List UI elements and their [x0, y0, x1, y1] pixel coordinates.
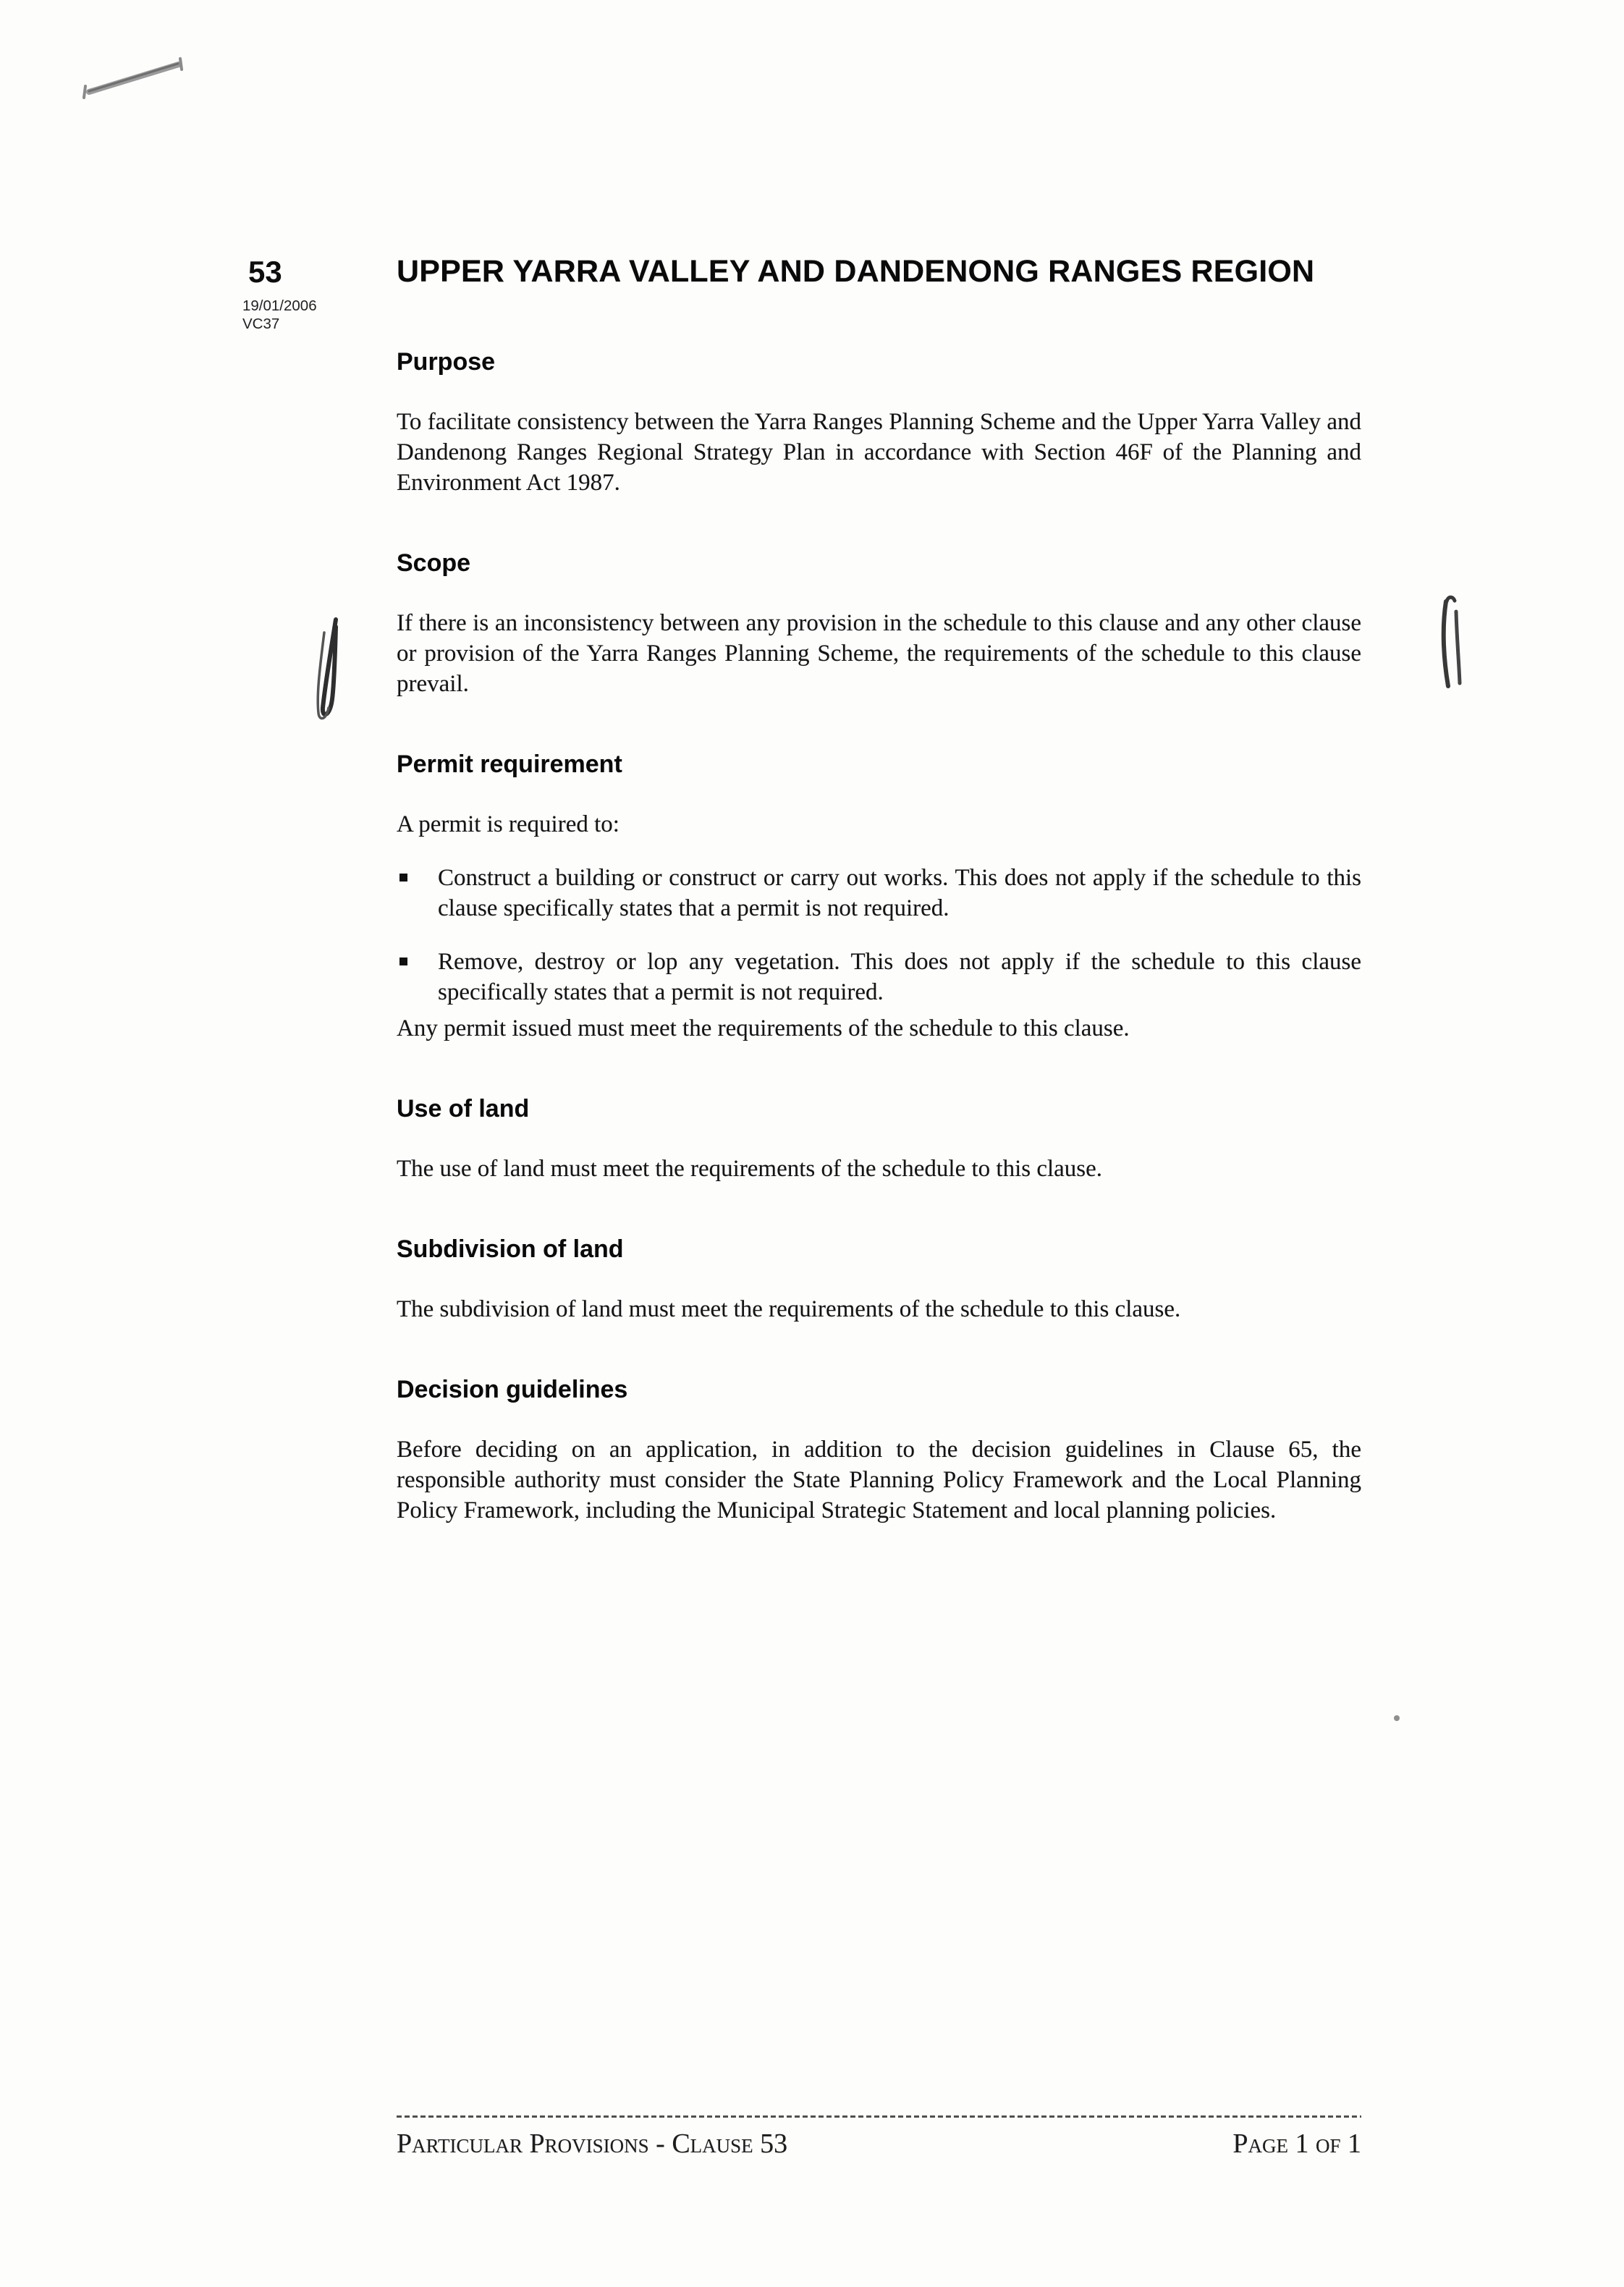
- square-bullet-icon: [399, 874, 407, 882]
- clause-margin-block: [242, 256, 387, 333]
- section-heading-permit-requirement: Permit requirement: [397, 751, 622, 778]
- permit-bullet-item: [397, 863, 1361, 923]
- page-footer: [397, 2115, 1361, 2160]
- clause-number: 53: [248, 255, 282, 289]
- document-body: [397, 347, 1361, 1526]
- amendment-date: 19/01/2006: [242, 297, 317, 314]
- subdivision-paragraph: The subdivision of land must meet the requirements of the schedule to this clause.: [397, 1296, 1181, 1322]
- section-heading-decision-guidelines: Decision guidelines: [397, 1376, 628, 1403]
- decision-guidelines-paragraph: Before deciding on an application, in addition to the decision guidelines in Clause 65, the responsible authority must consider the State Planning Policy Framework and the Local Planning Policy Framework, including the Municipal Strategic Statement and local planning policies.: [397, 1437, 1361, 1523]
- footer-rule: [397, 2115, 1361, 2118]
- footer-page-number: Page 1 of 1: [1232, 2129, 1361, 2159]
- amendment-code: VC37: [242, 316, 280, 332]
- permit-bullet-text: Construct a building or construct or carry out works. This does not apply if the schedule to this clause specifically states that a permit is not required.: [438, 865, 1361, 921]
- footer-document-label: Particular Provisions - Clause 53: [397, 2129, 788, 2159]
- use-of-land-paragraph: The use of land must meet the requirements of the schedule to this clause.: [397, 1156, 1103, 1182]
- permit-bullet-text: Remove, destroy or lop any vegetation. This does not apply if the schedule to this clause specifically states that a permit is not required.: [438, 949, 1361, 1005]
- section-heading-subdivision-of-land: Subdivision of land: [397, 1235, 624, 1263]
- permit-bullet-item: [397, 947, 1361, 1007]
- section-heading-use-of-land: Use of land: [397, 1095, 530, 1123]
- purpose-paragraph: To facilitate consistency between the Yarra Ranges Planning Scheme and the Upper Yarra Valley and Dandenong Ranges Regional Strategy Plan in accordance with Section 46F of the Planning and Environment Act 1987.: [397, 409, 1361, 496]
- scan-speck-icon: [1394, 1715, 1400, 1721]
- scope-paragraph: If there is an inconsistency between any provision in the schedule to this clause and any other clause or provision of the Yarra Ranges Planning Scheme, the requirements of the schedule to this clause prevail.: [397, 610, 1361, 697]
- staple-mark-icon: [84, 59, 182, 98]
- page-title: UPPER YARRA VALLEY AND DANDENONG RANGES REGION: [397, 254, 1315, 289]
- footer-row: [397, 2128, 1361, 2160]
- pen-tick-right-icon: [1444, 597, 1460, 686]
- pen-tick-left-icon: [318, 620, 336, 719]
- permit-intro-paragraph: A permit is required to:: [397, 811, 619, 837]
- permit-outro-paragraph: Any permit issued must meet the requirements of the schedule to this clause.: [397, 1015, 1130, 1041]
- square-bullet-icon: [399, 958, 407, 965]
- section-heading-purpose: Purpose: [397, 348, 496, 376]
- section-heading-scope: Scope: [397, 549, 471, 577]
